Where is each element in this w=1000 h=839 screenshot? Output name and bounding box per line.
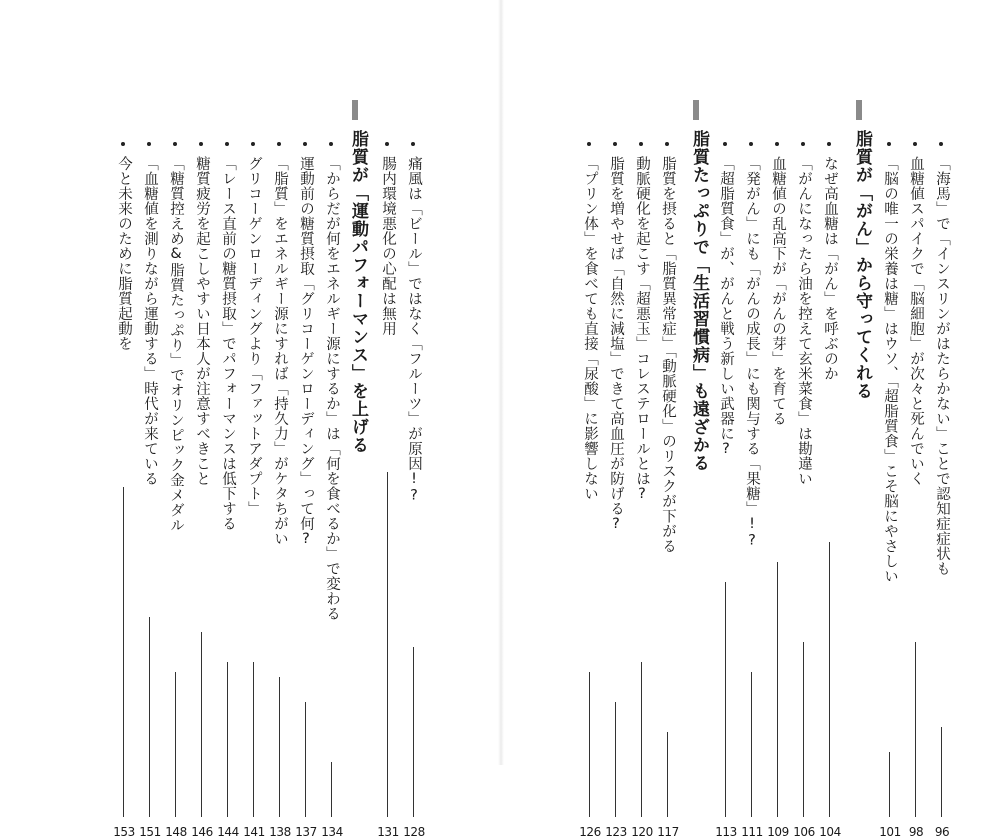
toc-entry[interactable] [657,142,679,839]
toc-page-number: 137 [295,825,317,839]
toc-entry-title: 「血糖値を測りながら運動する」時代が来ている [142,156,158,486]
toc-entry[interactable] [243,142,265,839]
bullet-dot [613,142,617,146]
leader-line [123,487,124,817]
bullet-dot [801,142,805,146]
leader-line [725,582,726,817]
toc-page-number: 153 [113,825,135,839]
toc-entry-title: 血糖値スパイクで「脳細胞」が次々と死んでいく [908,156,924,486]
toc-entry-title: 「糖質控えめ&脂質たっぷり」でオリンピック金メダル [168,156,184,533]
toc-entry-title: 「超脂質食」が、がんと戦う新しい武器に? [718,156,734,458]
leader-line [667,732,668,817]
leader-line [149,617,150,817]
toc-page-number: 101 [879,825,901,839]
leader-line [777,562,778,817]
toc-page-number: 109 [767,825,789,839]
toc-page-number: 141 [243,825,265,839]
leader-line [941,727,942,817]
toc-page-number: 131 [377,825,399,839]
section-title: 脂質が「運動パフォーマンス」を上げる [348,130,368,454]
toc-page-number: 120 [631,825,653,839]
leader-line [387,472,388,817]
toc-page-number: 113 [715,825,737,839]
leader-line [413,647,414,817]
leader-line [915,642,916,817]
section-marker-bar [856,100,862,120]
bullet-dot [251,142,255,146]
toc-section-heading[interactable] [345,100,371,670]
toc-page-number: 98 [908,825,924,839]
toc-entry-title: 脂質を摂ると「脂質異常症」「動脈硬化」のリスクが下がる [660,156,676,554]
toc-page-number: 104 [819,825,841,839]
toc-entry-title: 痛風は「ビール」ではなく「フルーツ」が原因!? [406,156,422,504]
toc-page-number: 126 [579,825,601,839]
bullet-dot [775,142,779,146]
toc-page-number: 151 [139,825,161,839]
toc-entry[interactable] [403,142,425,839]
bullet-dot [121,142,125,146]
toc-page-number: 106 [793,825,815,839]
section-title: 脂質が「がん」から守ってくれる [852,130,872,400]
toc-entry-title: 「海馬」で「インスリンがはたらかない」ことで認知症症状も [934,156,950,576]
leader-line [279,677,280,817]
toc-entry[interactable] [113,142,135,839]
bullet-dot [665,142,669,146]
toc-section-heading[interactable] [686,100,712,670]
bullet-dot [199,142,203,146]
toc-page-number: 148 [165,825,187,839]
bullet-dot [639,142,643,146]
toc-entry[interactable] [269,142,291,839]
leader-line [175,672,176,817]
toc-entry-title: 運動前の糖質摂取「グリコーゲンローディング」って何? [298,156,314,548]
toc-entry-title: なぜ高血糖は「がん」を呼ぶのか [822,156,838,381]
toc-entry[interactable] [579,142,601,839]
section-marker-bar [693,100,699,120]
toc-page-number: 123 [605,825,627,839]
toc-entry[interactable] [605,142,627,839]
toc-entry-title: 「レース直前の糖質摂取」でパフォーマンスは低下する [220,156,236,531]
toc-entry-title: 糖質疲労を起こしやすい日本人が注意すべきこと [194,156,210,486]
toc-entry-title: 「脳の唯一の栄養は糖」はウソ、「超脂質食」こそ脳にやさしい [882,156,898,584]
bullet-dot [411,142,415,146]
toc-entry-title: 動脈硬化を起こす「超悪玉」コレステロールとは? [634,156,650,503]
toc-entry[interactable] [217,142,239,839]
toc-entry[interactable] [741,142,763,839]
toc-entry[interactable] [715,142,737,839]
bullet-dot [827,142,831,146]
leader-line [227,662,228,817]
toc-page-number: 144 [217,825,239,839]
toc-entry-title: 「プリン体」を食べても直接「尿酸」に影響しない [582,156,598,501]
toc-entry-title: 「がんになったら油を控えて玄米菜食」は勘違い [796,156,812,486]
leader-line [305,702,306,817]
toc-entry-title: 「脂質」をエネルギー源にすれば「持久力」がケタちがい [272,156,288,546]
toc-page-number: 138 [269,825,291,839]
toc-entry[interactable] [321,142,343,839]
bullet-dot [587,142,591,146]
toc-entry[interactable] [139,142,161,839]
toc-entry-title: 「からだが何をエネルギー源にするか」は「何を食べるか」で変わる [324,156,340,621]
toc-entry-title: グリコーゲンローディングより「ファットアダプト」 [246,156,262,516]
toc-entry[interactable] [793,142,815,839]
toc-entry-title: 血糖値の乱高下が「がんの芽」を育てる [770,156,786,426]
bullet-dot [277,142,281,146]
bullet-dot [173,142,177,146]
toc-entry[interactable] [295,142,317,839]
toc-entry[interactable] [932,142,952,839]
leader-line [589,672,590,817]
bullet-dot [749,142,753,146]
leader-line [803,642,804,817]
toc-entry[interactable] [767,142,789,839]
toc-page-number: 111 [741,825,763,839]
toc-entry[interactable] [819,142,841,839]
bullet-dot [887,142,891,146]
bullet-dot [329,142,333,146]
bullet-dot [225,142,229,146]
leader-line [615,702,616,817]
leader-line [201,632,202,817]
toc-entry-title: 今と未来のために脂質起動を [116,156,132,351]
toc-entry[interactable] [631,142,653,839]
leader-line [829,542,830,817]
leader-line [889,752,890,817]
leader-line [253,662,254,817]
toc-entry-title: 脂質を増やせば「自然に減塩」できて高血圧が防げる? [608,156,624,533]
toc-page-number: 96 [934,825,950,839]
section-title: 脂質たっぷりで「生活習慣病」も遠ざかる [689,130,709,472]
leader-line [331,762,332,817]
toc-page-number: 117 [657,825,679,839]
bullet-dot [147,142,151,146]
toc-entry-title: 腸内環境悪化の心配は無用 [380,156,396,336]
bullet-dot [385,142,389,146]
bullet-dot [913,142,917,146]
toc-entry-title: 「発がん」にも「がんの成長」にも関与する「果糖」!? [744,156,760,549]
toc-page-number: 134 [321,825,343,839]
bullet-dot [723,142,727,146]
bullet-dot [939,142,943,146]
leader-line [641,662,642,817]
toc-page-number: 146 [191,825,213,839]
toc-section-heading[interactable] [849,100,875,670]
toc-entry[interactable] [377,142,399,839]
toc-page-number: 128 [403,825,425,839]
toc-entry[interactable] [165,142,187,839]
leader-line [751,672,752,817]
bullet-dot [303,142,307,146]
toc-entry[interactable] [906,142,926,839]
toc-entry[interactable] [191,142,213,839]
section-marker-bar [352,100,358,120]
toc-entry[interactable] [879,142,901,839]
